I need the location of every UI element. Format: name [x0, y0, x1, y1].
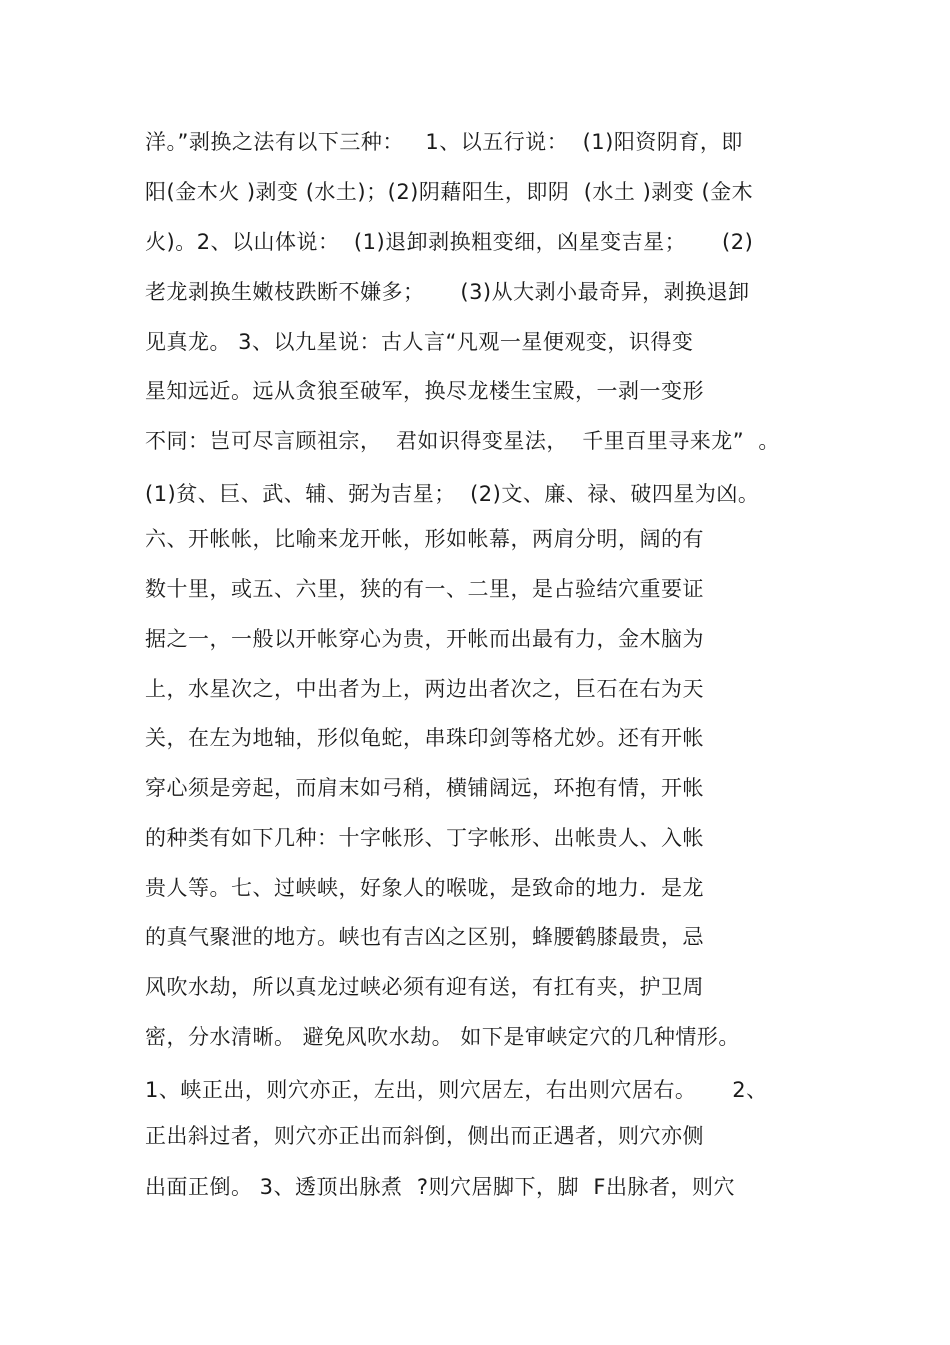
text-line: 的种类有如下几种：十字帐形、丁字帐形、出帐贵人、入帐 [145, 826, 704, 850]
text-line: 正出斜过者，则穴亦正出而斜倒，侧出而正遇者，则穴亦侧 [145, 1124, 704, 1148]
text-line: 穿心须是旁起，而肩末如弓稍，横铺阔远，环抱有情，开帐 [145, 776, 704, 800]
text-line: 上，水星次之，中出者为上，两边出者次之，巨石在右为天 [145, 677, 704, 701]
text-line: 阳(金木火 )剥变 (水土)；(2)阴藉阳生，即阴 (水土 )剥变 (金木 [145, 180, 754, 204]
text-line: 数十里，或五、六里，狭的有一、二里，是占验结穴重要证 [145, 577, 704, 601]
text-line: 密，分水清晰。 避免风吹水劫。 如下是审峡定穴的几种情形。 [145, 1025, 740, 1049]
text-line: 1、峡正出，则穴亦正，左出，则穴居左，右出则穴居右。 2、 [145, 1078, 768, 1102]
text-line: 不同：岂可尽言顾祖宗， 君如识得变星法， 千里百里寻来龙” 。 [145, 429, 780, 453]
text-line: (1)贫、巨、武、辅、弼为吉星； (2)文、廉、禄、破四星为凶。 [145, 482, 760, 506]
text-line: 贵人等。七、过峡峡，好象人的喉咙，是致命的地力．是龙 [145, 876, 704, 900]
text-line: 的真气聚泄的地方。峡也有吉凶之区别，蜂腰鹤膝最贵，忌 [145, 925, 704, 949]
text-line: 老龙剥换生嫩枝跌断不嫌多； (3)从大剥小最奇异，剥换退卸 [145, 280, 750, 304]
text-line: 据之一，一般以开帐穿心为贵，开帐而出最有力，金木脑为 [145, 627, 704, 651]
text-line: 洋。”剥换之法有以下三种： 1、以五行说： (1)阳资阴育，即 [145, 130, 743, 154]
text-line: 风吹水劫，所以真龙过峡必须有迎有送，有扛有夹，护卫周 [145, 975, 704, 999]
text-line: 出面正倒。 3、透顶出脉煮 ?则穴居脚下，脚 F出脉者，则穴 [145, 1175, 735, 1199]
text-line: 星知远近。远从贪狼至破军，换尽龙楼生宝殿，一剥一变形 [145, 379, 704, 403]
text-line: 火)。2、以山体说： (1)退卸剥换粗变细，凶星变吉星； (2) [145, 230, 754, 254]
text-line: 六、开帐帐，比喻来龙开帐，形如帐幕，两肩分明，阔的有 [145, 527, 704, 551]
text-line: 见真龙。 3、以九星说：古人言“凡观一星便观变，识得变 [145, 330, 694, 354]
text-line: 关，在左为地轴，形似龟蛇，串珠印剑等格尤妙。还有开帐 [145, 726, 704, 750]
